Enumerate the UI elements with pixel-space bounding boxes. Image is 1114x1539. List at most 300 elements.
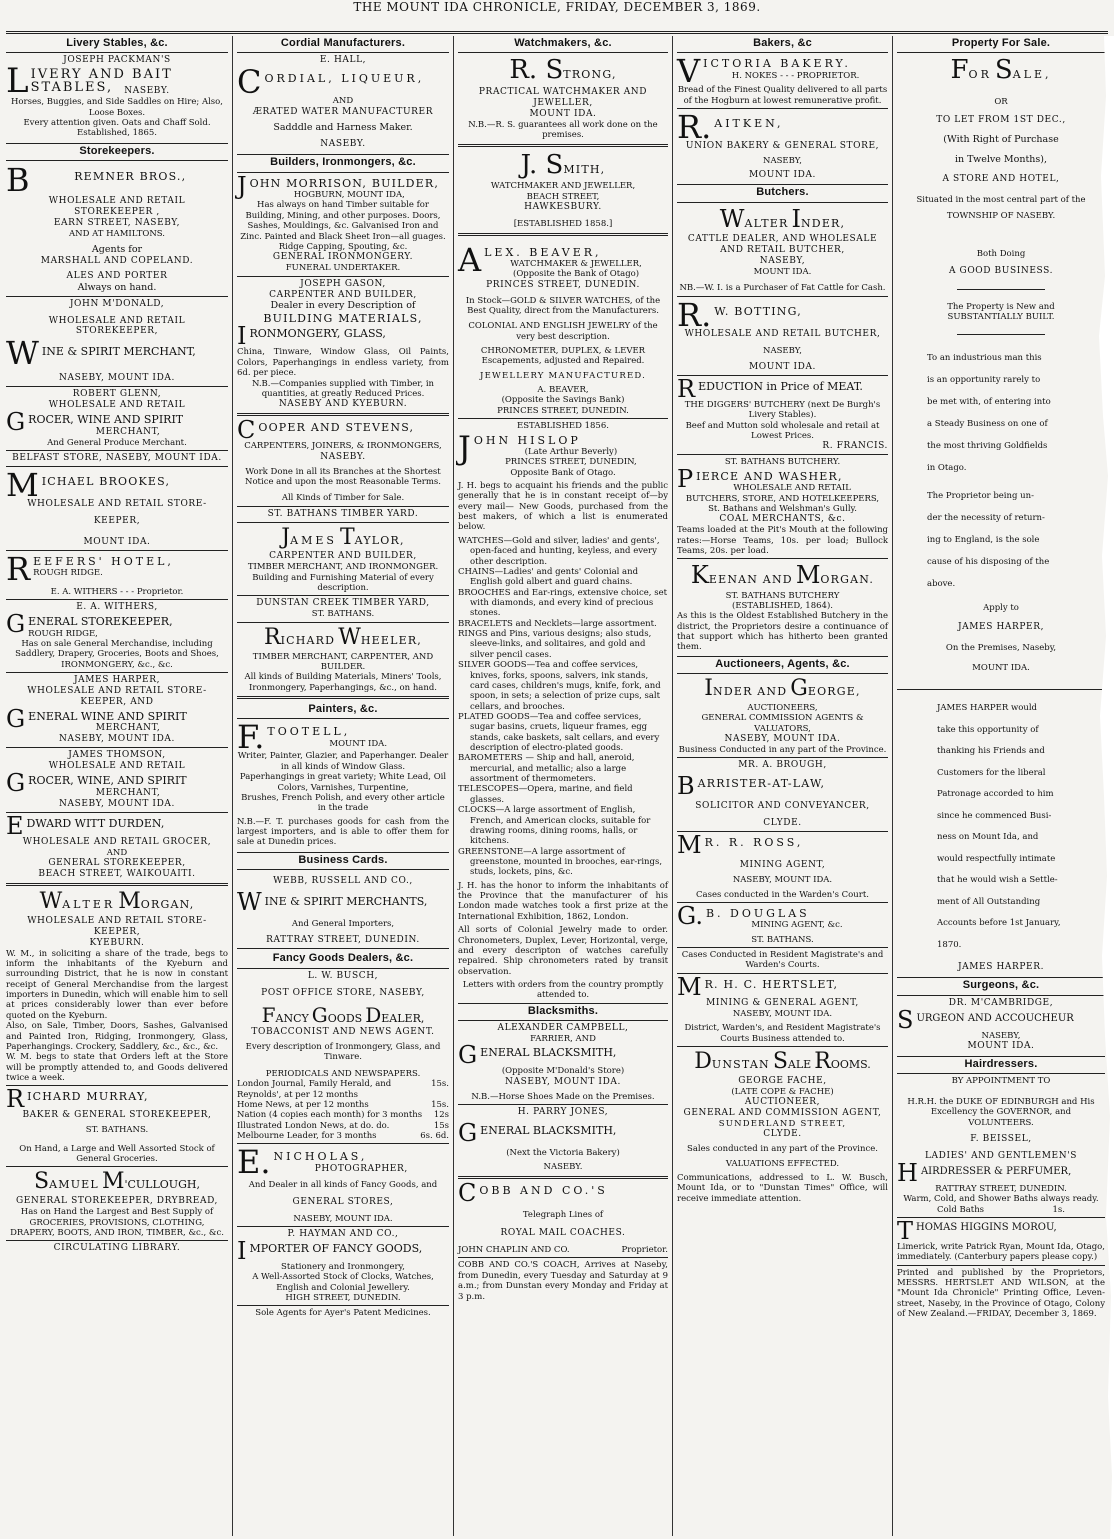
advert-text: W. M. begs to state that Orders left at the Store will be promptly attended to, and Goods delivered twice a week.	[6, 1052, 228, 1083]
advert-text: All sorts of Colonial Jewelry made to order. Chronometers, Duplex, Lever, Horizontal, verge, and every descripton of watches carefully repaired. Ship chronometers rated by transit observation.	[458, 925, 668, 977]
section-heading: Property For Sale.	[897, 36, 1105, 53]
price-row	[237, 1079, 449, 1100]
advert-name: ST. BATHANS BUTCHERY.	[724, 457, 841, 468]
item-list	[458, 536, 668, 878]
advert-text: BUTCHERS, STORE, AND HOTELKEEPERS,	[685, 493, 880, 504]
advert-headline: E DWARD WITT DURDEN,	[6, 811, 165, 840]
advert-text: GENERAL AND COMMISSION AGENT,	[683, 1107, 882, 1118]
advert-text: PRACTICAL WATCHMAKER AND JEWELLER,	[478, 87, 648, 109]
advert-text: Has on sale General Merchandise, including Saddlery, Drapery, Groceries, Boots and Shoes,	[15, 639, 219, 660]
text-line: would respectfully intimate	[937, 853, 1056, 864]
advert-text: Cases Conducted in Resident Magistrate's and Warden's Courts.	[681, 950, 884, 971]
advert-bremner: B REMNER BROS.,	[6, 161, 187, 200]
advert-text: MOUNT IDA.	[972, 663, 1030, 674]
advert-headline: J OHN MORRISON, BUILDER, HOGBURN, MOUNT IDA,	[237, 171, 440, 201]
list-item: GREENSTONE—A large assortment of greenstone, mounted in brooches, ear-rings, studs, lockets, pins, &c.	[458, 846, 663, 878]
advert-text: Teams loaded at the Pit's Mouth at the following rates:—Horse Teams, 10s. per load; Bullock Teams, 20s. per load.	[677, 525, 888, 556]
advert-text: A STORE AND HOTEL,	[942, 173, 1060, 184]
price-item: Melbourne Leader, for 3 months	[237, 1131, 377, 1141]
advert-text: AUCTIONEER,	[744, 1097, 821, 1108]
price-row	[237, 1131, 449, 1141]
advert-text: WHOLESALE AND RETAIL	[48, 196, 186, 207]
advert-text: Telegraph Lines of	[522, 1209, 604, 1220]
section-heading: Blacksmiths.	[458, 1003, 668, 1021]
advert-text: NASEBY.	[543, 1162, 583, 1173]
advert-text: NASEBY,	[981, 1030, 1021, 1041]
advert-text: Letters with orders from the country promptly attended to.	[462, 979, 664, 1001]
advert-text: NASEBY, MOUNT IDA.	[293, 1213, 393, 1224]
advert-text: E. A. WITHERS - - - Proprietor.	[50, 586, 184, 597]
advert-headline: T HOMAS HIGGINS MOROU,	[897, 1216, 1057, 1245]
advert-text: Has always on hand Timber suitable for Building, Mining, and other purposes. Doors, Sashes, Mouldings, &c. Galvanised Iron and Zinc. Painted and Black Sheet Iron—all guages. Ridge Capping, Spouting, &c.	[240, 200, 446, 252]
advert-text: PRINCES STREET, DUNEDIN.	[486, 279, 640, 290]
advert-text: NASEBY,	[763, 345, 802, 356]
text-line: take this opportunity of	[937, 724, 1039, 735]
advert-text: AUCTIONEERS,	[747, 702, 818, 713]
advert-text: (LATE COPE & FACHE)	[731, 1086, 834, 1097]
list-item: SILVER GOODS—Tea and coffee services, knives, forks, spoons, salvers, ink stands, card cases, children's mugs, knife, fork, and spoon, in sets; a selection of prize cups, salt cellars, and brooches.	[458, 660, 661, 712]
advert-name: DUNSTAN CREEK TIMBER YARD,	[256, 598, 430, 609]
section-heading: Hairdressers.	[897, 1056, 1105, 1074]
advert-text: Every attention given. Oats and Chaff Sold. Established, 1865.	[23, 118, 211, 139]
list-item: BRACELETS and Necklets—large assortment.	[458, 618, 657, 629]
text-line: Accounts before 1st January,	[937, 918, 1061, 929]
advert-text: Business Conducted in any part of the Province.	[678, 745, 887, 756]
advert-text: NASEBY, MOUNT IDA.	[505, 1076, 621, 1087]
advert-headline: R. W. BOTTING,	[677, 295, 802, 334]
advert-name: H. PARRY JONES,	[517, 1107, 609, 1118]
advert-headline: M ICHAEL BROOKES,	[6, 466, 171, 505]
advert-text: R. FRANCIS.	[822, 441, 888, 452]
advert-text: VALUATIONS EFFECTED.	[725, 1158, 840, 1169]
section-heading: Cordial Manufacturers.	[237, 36, 449, 53]
text-line: ing to England, is the sole	[927, 535, 1040, 546]
advert-text: WHOLESALE AND RETAIL STORE-KEEPER, AND	[27, 686, 207, 708]
advert-text: TO LET FROM 1ST DEC.,	[936, 115, 1066, 126]
advert-text: (Opposite M'Donald's Store)	[501, 1066, 625, 1077]
price-row	[237, 1100, 449, 1110]
text-line: Customers for the liberal	[937, 767, 1046, 778]
advert-text: China, Tinware, Window Glass, Oil Paints, Colors, Paperhangings in endless variety, from 6d. per piece.	[237, 347, 449, 379]
advert-text: Limerick, write Patrick Ryan, Mount Ida, Otago, immediately. (Canterbury papers please copy.)	[897, 1241, 1105, 1263]
advert-text: (Next the Victoria Bakery)	[506, 1148, 620, 1159]
advert-text: W. M., in soliciting a share of the trade, begs to inform the inhabitants of the Kyeburn and surrounding District, that he is now in constant receipt of General Merchandise from the largest importers in Dunedin, which will enable him to sell at prices considerably lower than ever before quoted on the Kyeburn.	[6, 948, 228, 1021]
advert-text: RATTRAY STREET, DUNEDIN.	[266, 935, 420, 946]
text-line: that he would wish a Settle-	[937, 875, 1058, 886]
advert-text: In Stock—GOLD & SILVER WATCHES, of the Best Quality, direct from the Manufacturers.	[465, 295, 661, 316]
masthead-title: THE MOUNT IDA CHRONICLE, FRIDAY, DECEMBER 3, 1869.	[353, 0, 761, 14]
list-item: BAROMETERS — Ship and hall, aneroid, mercurial, and metallic; also a large assortment of thermometers.	[458, 753, 635, 785]
advert-headline: I RONMONGERY, GLASS,	[237, 322, 386, 351]
advert-text: CIRCULATING LIBRARY.	[53, 1243, 181, 1254]
advert-headline: RICHARD WHEELER,	[263, 624, 422, 650]
text-line: cause of his disposing of the	[927, 557, 1050, 568]
advert-headline: B ARRISTER-AT-LAW,	[677, 772, 826, 801]
advert-name: MR. A. BROUGH,	[738, 760, 827, 771]
advert-headline: P IERCE AND WASHER, WHOLESALE AND RETAIL	[677, 464, 851, 494]
advert-text: CLYDE.	[763, 818, 802, 829]
section-heading: Storekeepers.	[6, 143, 228, 161]
advert-text: ST. BATHANS.	[85, 1125, 149, 1136]
advert-text: in Twelve Months),	[954, 154, 1048, 166]
advert-headline: SAMUEL M'CULLOUGH,	[34, 1169, 200, 1195]
advert-text: Writer, Painter, Glazier, and Paperhanger. Dealer in all kinds of Window Glass.	[237, 751, 449, 772]
advert-name: E. HALL,	[319, 55, 367, 66]
advert-text: All kinds of Building Materials, Miners' Tools, Ironmongery, Paperhangings, &c., on hand.	[244, 672, 442, 693]
advert-text: TIMBER MERCHANT, AND IRONMONGER.	[247, 562, 439, 573]
advert-headline: KEENAN AND MORGAN.	[690, 561, 875, 590]
price-item: Nation (4 copies each month) for 3 months	[237, 1110, 423, 1121]
list-item: CHAINS—Ladies' and gents' Colonial and English gold albert and guard chains.	[458, 566, 639, 588]
advert-text: Horses, Buggies, and Side Saddles on Hire; Also, Loose Boxes.	[11, 97, 223, 118]
advert-headline: V ICTORIA BAKERY. H. NOKES - - - PROPRIETOR.	[677, 52, 860, 91]
advert-text: WHOLESALE AND RETAIL STORE-	[27, 499, 207, 510]
advert-text: NASEBY.	[320, 451, 366, 462]
advert-name: JAMES HARPER.	[957, 962, 1045, 973]
advert-text: The Property is New and	[947, 301, 1055, 312]
advert-text: GENERAL STOREKEEPER,	[48, 858, 186, 868]
advert-text: Sadddle and Harness Maker.	[273, 121, 413, 133]
advert-text: Stationery and Ironmongery,	[281, 1262, 405, 1273]
text-line: is an opportunity rarely to	[927, 375, 1041, 386]
advert-name: BELFAST STORE, NASEBY, MOUNT IDA.	[12, 453, 222, 464]
advert-text: WATCHMAKER AND JEWELLER,	[490, 181, 636, 192]
section-heading: Surgeons, &c.	[897, 977, 1105, 995]
advert-text: Bread of the Finest Quality delivered to all parts of the Hogburn at lowest remunerative profit.	[677, 85, 888, 106]
advert-headline: G ENERAL WINE AND SPIRIT MERCHANT,	[6, 705, 187, 734]
advert-text: ST. BATHANS BUTCHERY	[725, 590, 840, 601]
list-item: BROOCHES and Ear-rings, extensive choice, set with diamonds, and every kind of precious stones.	[458, 587, 668, 619]
advert-text	[897, 347, 1105, 479]
advert-headline: R. AITKEN,	[677, 108, 784, 147]
price-item: Home News, at per 12 months	[237, 1099, 369, 1110]
advert-name: F. BEISSEL,	[970, 1133, 1032, 1144]
advert-text: ST. BATHANS.	[311, 609, 375, 620]
text-line: the most thriving Goldfields	[927, 441, 1048, 452]
advert-text: MARSHALL AND COPELAND.	[40, 256, 194, 267]
advert-text: FUNERAL UNDERTAKER.	[285, 263, 401, 274]
list-item: RINGS and Pins, various designs; also studs, sleeve-links, and solitaires, and gold and silver pencil cases.	[458, 629, 652, 660]
section-heading: Fancy Goods Dealers, &c.	[237, 951, 449, 968]
advert-headline: W INE & SPIRIT MERCHANTS,	[237, 888, 428, 917]
advert-text: JEWELLERY MANUFACTURED.	[480, 370, 646, 381]
advert-text: (Opposite the Savings Bank)	[501, 395, 625, 406]
advert-text: Agents for	[91, 244, 143, 256]
masthead-rule	[6, 31, 1108, 34]
advert-text: NASEBY, MOUNT IDA.	[732, 1008, 833, 1019]
text-line: JAMES HARPER would	[937, 703, 1037, 714]
list-item: CLOCKS—A large assortment of English, French, and American clocks, suitable for drawing rooms, dining rooms, halls, or kitchens.	[458, 805, 651, 847]
advert-text: POST OFFICE STORE, NASEBY,	[261, 987, 425, 998]
column-3	[456, 36, 670, 1536]
advert-text: NASEBY, MOUNT IDA.	[59, 373, 175, 384]
advert-text: AND AT HAMILTONS.	[69, 229, 165, 240]
advert-text: BEACH STREET,	[526, 191, 600, 202]
advert-headline: J. SMITH,	[520, 149, 606, 180]
advert-text: And Dealer in all kinds of Fancy Goods, and	[248, 1180, 438, 1191]
advert-text: AND	[106, 847, 128, 858]
advert-text: CLYDE.	[763, 1129, 802, 1140]
advert-text: COBB AND CO.'S COACH, Arrives at Naseby, from Dunedin, every Tuesday and Saturday at 9 a.m.; from Dunstan every Monday and Friday at 3 p.m.	[458, 1260, 668, 1302]
price-item: London Journal, Family Herald, and Reynolds', at per 12 months	[237, 1079, 392, 1100]
advert-text: LADIES' AND GENTLEMEN'S	[924, 1150, 1078, 1161]
advert-text: Every description of Ironmongery, Glass, and Tinware.	[245, 1042, 441, 1063]
advert-headline: F. TOOTELL, MOUNT IDA.	[237, 718, 388, 757]
text-line: a Steady Business on one of	[927, 419, 1048, 430]
advert-headline: R EDUCTION in Price of MEAT.	[677, 375, 863, 404]
advert-text: SOLICITOR AND CONVEYANCER,	[695, 801, 870, 812]
column-divider	[232, 36, 233, 1536]
advert-text: A Well-Assorted Stock of Clocks, Watches, English and Colonial Jewellery.	[252, 1272, 434, 1293]
advert-headline: G ENERAL BLACKSMITH,	[458, 1119, 617, 1148]
column-divider	[892, 36, 893, 1536]
advert-text: (ESTABLISHED, 1864).	[732, 600, 833, 611]
advert-text: COAL MERCHANTS, &c.	[719, 514, 846, 525]
price-value: 15s	[433, 1120, 449, 1131]
section-heading: Painters, &c.	[237, 702, 449, 719]
advert-text: ESTABLISHED 1856.	[517, 421, 609, 432]
advert-text: GENERAL STORES,	[292, 1196, 394, 1207]
advert-text: RATTRAY STREET, DUNEDIN.	[935, 1183, 1067, 1194]
advert-text: And General Produce Merchant.	[47, 437, 187, 448]
advert-text: BEACH STREET, WAIKOUAITI.	[38, 868, 196, 879]
advert-headline: M R. R. ROSS,	[677, 831, 804, 860]
imprint: Printed and published by the Proprietors, MESSRS. HERTSLET AND WILSON, at the "Mount Ida Chronicle" Printing Office, Leven-street, Naseby, in the Province of Otago, Colony of New Zealand.—FRIDAY, December 3, 1869.	[897, 1267, 1105, 1320]
advert-text: ALES AND PORTER	[66, 271, 168, 281]
advert-text: MOUNT IDA.	[748, 170, 817, 181]
advert-text: COLONIAL AND ENGLISH JEWELRY of the very best description.	[468, 321, 658, 342]
advert-text: NASEBY, MOUNT IDA.	[724, 734, 841, 745]
column-divider	[453, 36, 454, 1536]
advert-text: NASEBY.	[124, 86, 170, 97]
column-1	[4, 36, 230, 1536]
advert-text: N.B.—R. S. guarantees all work done on the premises.	[468, 120, 658, 141]
advert-text: Paperhangings in great variety; White Lead, Oil Colors, Varnishes, Turpentine,	[239, 772, 447, 793]
advert-headline: C OBB AND CO.'S	[458, 1178, 608, 1207]
advert-text: J. H. begs to acquaint his friends and the public generally that he is in constant receipt of—by every mail— New Goods, purchased from the best makers, of which a list is enumerated below.	[458, 481, 668, 533]
advert-text: J. H. has the honor to inform the inhabitants of the Province that the manufacturer of his London made watches took a first prize at the International Exhibition, 1862, London.	[458, 880, 668, 922]
advert-text: Always on hand.	[77, 281, 157, 293]
advert-text: On Hand, a Large and Well Assorted Stock of General Groceries.	[19, 1143, 215, 1165]
advert-text: MOUNT IDA.	[967, 1041, 1035, 1052]
advert-text: GENERAL STOREKEEPER, DRYBREAD,	[15, 1196, 219, 1207]
advert-text: OR	[994, 97, 1008, 108]
advert-text: BUILDING MATERIALS,	[263, 312, 423, 326]
advert-name: ST. BATHANS TIMBER YARD.	[267, 508, 419, 519]
advert-name: JOSEPH GASON,	[300, 278, 386, 289]
advert-text: MOUNT IDA.	[529, 109, 597, 120]
advert-text: WHOLESALE AND RETAIL	[48, 761, 186, 772]
advert-headline: A LEX. BEAVER, WATCHMAKER & JEWELLER, (Opposite the Bank of Otago)	[458, 240, 642, 280]
advert-text: EARN STREET, NASEBY,	[53, 218, 181, 229]
list-item: PLATED GOODS—Tea and coffee services, sugar basins, cruets, liqueur frames, egg stands, cake baskets, salt cellars, and every description of electro-plated goods.	[458, 711, 660, 754]
advert-text: And General Importers,	[291, 919, 395, 930]
advert-text	[897, 485, 1105, 595]
advert-headline: R ICHARD MURRAY,	[6, 1085, 149, 1114]
advert-text: GEORGE FACHE,	[738, 1075, 827, 1086]
advert-headline: G ROCER, WINE AND SPIRIT MERCHANT,	[6, 408, 184, 437]
text-line: 1870.	[937, 939, 962, 950]
text-line: be met with, of entering into	[927, 397, 1051, 408]
text-line: The Proprietor being un-	[927, 491, 1034, 502]
advert-text: NASEBY AND KYEBURN.	[278, 399, 408, 410]
text-line: ness on Mount Ida, and	[937, 832, 1039, 843]
price-list	[237, 1079, 449, 1141]
advert-headline: JAMES TAYLOR,	[281, 524, 405, 550]
advert-text: NASEBY, MOUNT IDA.	[732, 875, 833, 886]
advert-text: CARPENTER AND BUILDER,	[269, 551, 417, 562]
advert-text: Both Doing	[976, 249, 1026, 260]
advert-text: Communications, addressed to L. W. Busch, Mount Ida, or to "Dunstan Times" Office, will receive immediate attention.	[677, 1173, 888, 1204]
advert-text: St. Bathans and Welshman's Gully.	[708, 503, 857, 514]
advert-text: Work Done in all its Branches at the Shortest Notice and upon the most Reasonable Terms.	[245, 466, 441, 487]
advert-text: FARRIER, AND	[530, 1034, 596, 1045]
list-item: WATCHES—Gold and silver, ladies' and gents', open-faced and hunting, keyless, and every other description.	[458, 535, 660, 567]
list-item: TELESCOPES—Opera, marine, and field glasses.	[458, 784, 633, 805]
price-row	[237, 1121, 449, 1131]
advert-name: P. HAYMAN AND CO.,	[287, 1229, 399, 1240]
text-line: thanking his Friends and	[937, 746, 1045, 757]
advert-text: CHRONOMETER, DUPLEX, & LEVER Escapements, adjusted and Repaired.	[480, 346, 646, 367]
advert-text: TOBACCONIST AND NEWS AGENT.	[251, 1027, 435, 1038]
advert-name: JAMES THOMSON,	[68, 750, 166, 761]
advert-text: N.B.—Horse Shoes Made on the Premises.	[471, 1091, 655, 1102]
text-line: above.	[927, 579, 956, 590]
advert-text: STOREKEEPER,	[75, 326, 159, 337]
advert-text: (With Right of Purchase	[943, 134, 1059, 146]
advert-text: N.B.—Companies supplied with Timber, in quantities, at greatly Reduced Prices.	[251, 378, 435, 399]
section-heading: Business Cards.	[237, 852, 449, 870]
advert-headline: I MPORTER OF FANCY GOODS,	[237, 1237, 423, 1266]
column-2	[235, 36, 451, 1536]
advert-text: Cases conducted in the Warden's Court.	[696, 889, 869, 900]
advert-text: UNION BAKERY & GENERAL STORE,	[685, 141, 880, 152]
advert-text: Sole Agents for Ayer's Patent Medicines.	[255, 1308, 431, 1319]
advert-headline: H AIRDRESSER & PERFUMER,	[897, 1158, 1072, 1187]
advert-text: MINING & GENERAL AGENT,	[706, 997, 859, 1008]
advert-headline: FANCY GOODS DEALER,	[261, 1002, 425, 1027]
advert-headline: J OHN HISLOP (Late Arthur Beverly) PRINCES STREET, DUNEDIN,	[458, 428, 637, 468]
text-line: ment of All Outstanding	[937, 896, 1041, 907]
advert-text: CARPENTERS, JOINERS, & IRONMONGERS,	[244, 441, 442, 452]
advert-text: Building and Furnishing Material of every description.	[252, 572, 434, 594]
advert-text: CARPENTER AND BUILDER,	[269, 289, 417, 300]
advert-text: SUNDERLAND STREET,	[718, 1118, 847, 1129]
price-row	[237, 1110, 449, 1120]
advert-headline: G ENERAL STOREKEEPER, ROUGH RIDGE,	[6, 610, 173, 639]
advert-text: MOUNT IDA.	[753, 267, 812, 277]
advert-text: Brushes, French Polish, and every other article in the trade	[241, 792, 445, 814]
advert-text: District, Warden's, and Resident Magistrate's Courts Business attended to.	[684, 1023, 881, 1044]
advert-text: WHOLESALE AND RETAIL	[48, 315, 186, 326]
advert-headline: L IVERY AND BAIT STABLES,	[6, 61, 173, 102]
advert-headline: R. STRONG,	[509, 55, 617, 86]
advert-text: KEEPER,	[93, 516, 141, 527]
price-value: 6s. 6d.	[420, 1131, 449, 1141]
advert-text: MOUNT IDA.	[748, 362, 817, 373]
advert-text: Sales conducted in any part of the Province.	[687, 1144, 878, 1155]
section-heading: Auctioneers, Agents, &c.	[677, 656, 888, 674]
advert-headline: M R. H. C. HERTSLET,	[677, 972, 839, 1001]
advert-text: NASEBY,	[763, 156, 802, 167]
advert-text: PRINCES STREET, DUNEDIN.	[497, 405, 629, 416]
column-divider	[672, 36, 673, 1536]
advert-text: KYEBURN.	[89, 937, 145, 948]
advert-text: Beef and Mutton sold wholesale and retail at Lowest Prices.	[685, 420, 880, 442]
advert-text: MOUNT IDA.	[83, 537, 151, 547]
advert-text: SUBSTANTIALLY BUILT.	[947, 311, 1055, 322]
text-line: Patronage accorded to him	[937, 789, 1054, 800]
advert-name: L. W. BUSCH,	[307, 970, 379, 981]
advert-name: DR. M'CAMBRIDGE,	[948, 997, 1054, 1008]
advert-text: NASEBY.	[320, 139, 366, 150]
advert-text: Has on Hand the Largest and Best Supply of GROCERIES, PROVISIONS, CLOTHING, DRAPERY, BOOTS, AND IRON, TIMBER, &c., &c.	[10, 1207, 224, 1238]
advert-name: JAMES HARPER,	[73, 675, 161, 686]
advert-text: NASEBY, MOUNT IDA.	[59, 734, 175, 745]
advert-headline: W INE & SPIRIT MERCHANT,	[6, 334, 196, 373]
advert-text: WHOLESALE AND RETAIL	[48, 400, 186, 411]
advert-text: GENERAL COMMISSION AGENTS & VALUATORS,	[701, 713, 864, 734]
advert-text: WHOLESALE AND RETAIL GROCER,	[22, 836, 212, 847]
advert-name: ROBERT GLENN,	[72, 389, 162, 400]
advert-headline: FOR SALE,	[950, 55, 1052, 86]
advert-headline: C ORDIAL, LIQUEUR,	[237, 63, 425, 102]
text-line: To an industrious man this	[927, 353, 1042, 364]
advert-text: H.R.H. the DUKE OF EDINBURGH and His Excellency the GOVERNOR, and VOLUNTEERS.	[907, 1096, 1095, 1128]
advert-text: As this is the Oldest Established Butchery in the district, the Proprietors desire a continuance of that support which has hitherto been granted them.	[677, 611, 888, 653]
advert-text: N.B.—F. T. purchases goods for cash from the largest importers, and is able to offer them for sale at Dunedin prices.	[237, 816, 449, 848]
advert-text: All Kinds of Timber for Sale.	[281, 493, 405, 504]
advert-text: IRONMONGERY, &c., &c.	[61, 659, 173, 670]
text-line: since he commenced Busi-	[937, 810, 1052, 821]
advert-name: ALEXANDER CAMPBELL,	[497, 1023, 629, 1034]
advert-text: A GOOD BUSINESS.	[948, 265, 1054, 276]
advert-headline: R EEFERS' HOTEL, ROUGH RIDGE.	[6, 549, 174, 588]
section-heading: Butchers.	[677, 184, 888, 202]
advert-text: On the Premises, Naseby,	[945, 642, 1057, 653]
advert-text: CATTLE DEALER, AND WHOLESALE AND RETAIL BUTCHER,	[687, 234, 878, 256]
advert-text: MINING AGENT,	[739, 860, 826, 871]
advert-text: [ESTABLISHED 1858.]	[513, 219, 613, 230]
advert-text: TIMBER MERCHANT, CARPENTER, AND BUILDER.	[252, 651, 434, 672]
advert-text: NB.—W. I. is a Purchaser of Fat Cattle for Cash.	[679, 283, 886, 294]
advert-text: Opposite Bank of Otago.	[510, 467, 616, 478]
advert-text: Cold Baths 1s.	[937, 1204, 1065, 1215]
advert-text: Dealer in every Description of	[270, 300, 416, 312]
advert-headline: G ROCER, WINE, AND SPIRIT MERCHANT,	[6, 769, 187, 798]
advert-headline: G. B. DOUGLAS MINING AGENT, &c.	[677, 901, 843, 931]
advert-text: WHOLESALE AND RETAIL STORE-KEEPER,	[27, 915, 207, 937]
advert-name: E. A. WITHERS,	[76, 602, 158, 613]
advert-text: Apply to	[983, 603, 1019, 614]
advert-text: HAWKESBURY.	[524, 202, 602, 213]
section-heading: Builders, Ironmongers, &c.	[237, 154, 449, 172]
advert-text: ÆRATED WATER MANUFACTURER	[252, 106, 434, 117]
advert-text: Situated in the most central part of the	[916, 194, 1086, 205]
advert-text: PERIODICALS AND NEWSPAPERS.	[265, 1068, 421, 1079]
advert-name: JOHN M'DONALD,	[69, 298, 165, 309]
price-value: 15s.	[431, 1079, 449, 1090]
advert-name: JOSEPH PACKMAN'S	[63, 55, 171, 66]
masthead	[0, 0, 1114, 34]
price-value: 12s	[433, 1110, 449, 1121]
advert-name: WEBB, RUSSELL AND CO.,	[273, 876, 413, 887]
advert-text: A. BEAVER,	[537, 385, 589, 396]
column-4	[675, 36, 890, 1536]
advert-text: Warm, Cold, and Shower Baths always ready.	[903, 1194, 1099, 1205]
advert-text: STOREKEEPER ,	[74, 207, 160, 218]
advert-text: ROYAL MAIL COACHES.	[500, 1228, 626, 1239]
